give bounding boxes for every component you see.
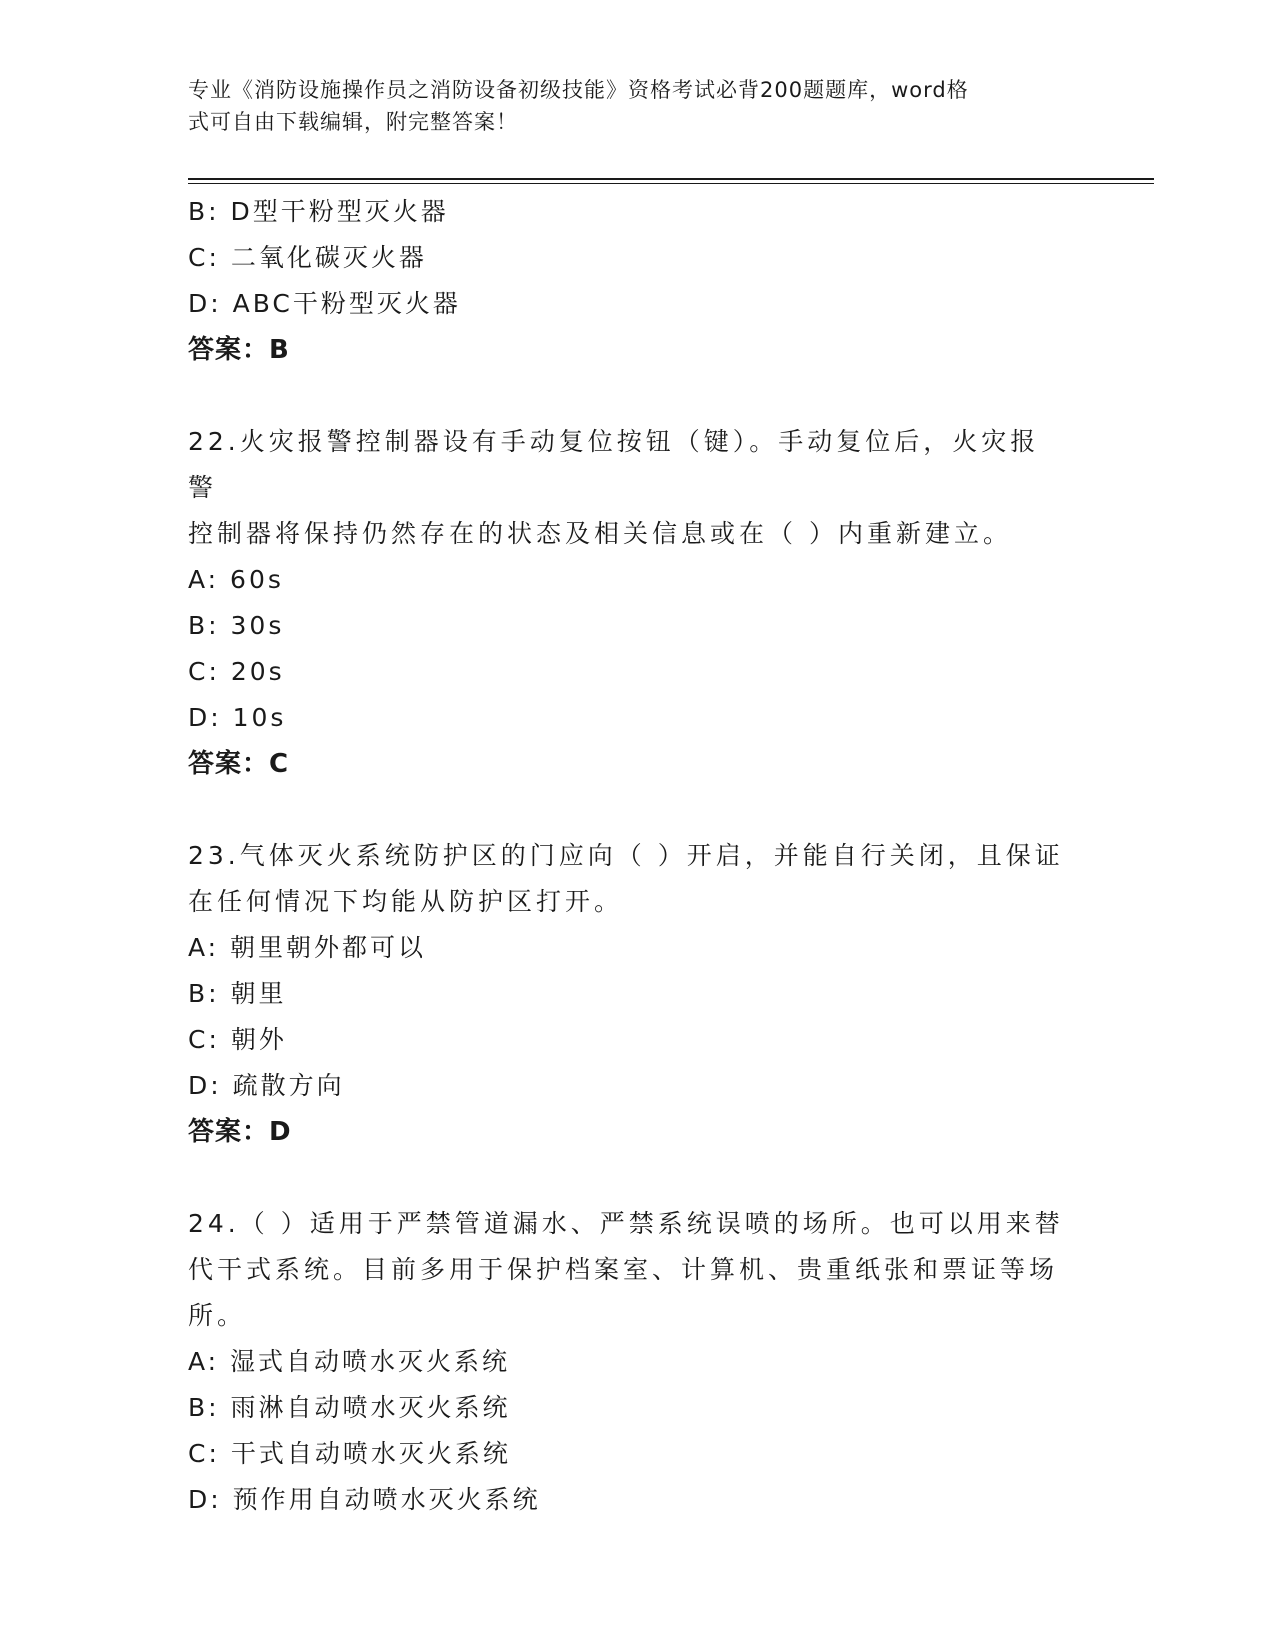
header-line-1: 专业《消防设施操作员之消防设备初级技能》资格考试必背200题题库，word格: [188, 78, 969, 102]
question-list: [188, 189, 1088, 1523]
spacer: [188, 1155, 1088, 1201]
question-21-partial: [188, 189, 1088, 373]
document-header: [188, 74, 1068, 138]
option-a: A: 60s: [188, 565, 284, 594]
question-24: [188, 1201, 1088, 1523]
option-a: A: 湿式自动喷水灭火系统: [188, 1347, 511, 1376]
spacer: [188, 373, 1088, 419]
question-text-line: 代干式系统。目前多用于保护档案室、计算机、贵重纸张和票证等场: [188, 1255, 1059, 1284]
option-d: D: ABC干粉型灭火器: [188, 289, 461, 318]
option-b: B: D型干粉型灭火器: [188, 197, 449, 226]
option-b: B: 雨淋自动喷水灭火系统: [188, 1393, 511, 1422]
option-d: D: 10s: [188, 703, 287, 732]
option-d: D: 预作用自动喷水灭火系统: [188, 1485, 541, 1514]
question-text-line: 23.气体灭火系统防护区的门应向（ ）开启，并能自行关闭，且保证: [188, 841, 1064, 870]
spacer: [188, 787, 1088, 833]
option-d: D: 疏散方向: [188, 1071, 345, 1100]
header-line-2: 式可自由下载编辑，附完整答案！: [188, 110, 518, 134]
option-c: C: 20s: [188, 657, 285, 686]
option-c: C: 朝外: [188, 1025, 287, 1054]
option-c: C: 干式自动喷水灭火系统: [188, 1439, 511, 1468]
option-c: C: 二氧化碳灭火器: [188, 243, 427, 272]
question-text-line: 所。: [188, 1301, 247, 1330]
question-text-line: 24.（ ）适用于严禁管道漏水、严禁系统误喷的场所。也可以用来替: [188, 1209, 1064, 1238]
option-b: B: 朝里: [188, 979, 287, 1008]
question-text-line: 在任何情况下均能从防护区打开。: [188, 887, 624, 916]
answer-label: 答案：C: [188, 749, 290, 779]
answer-label: 答案：B: [188, 335, 290, 365]
question-text-line: 控制器将保持仍然存在的状态及相关信息或在（ ）内重新建立。: [188, 519, 1012, 548]
header-divider-thick: [188, 178, 1154, 180]
question-23: [188, 833, 1088, 1155]
question-text-line: 22.火灾报警控制器设有手动复位按钮（键）。手动复位后，火灾报警: [188, 427, 1040, 502]
option-a: A: 朝里朝外都可以: [188, 933, 427, 962]
answer-label: 答案：D: [188, 1117, 292, 1147]
question-22: [188, 419, 1088, 787]
header-divider-thin: [188, 183, 1154, 184]
option-b: B: 30s: [188, 611, 285, 640]
